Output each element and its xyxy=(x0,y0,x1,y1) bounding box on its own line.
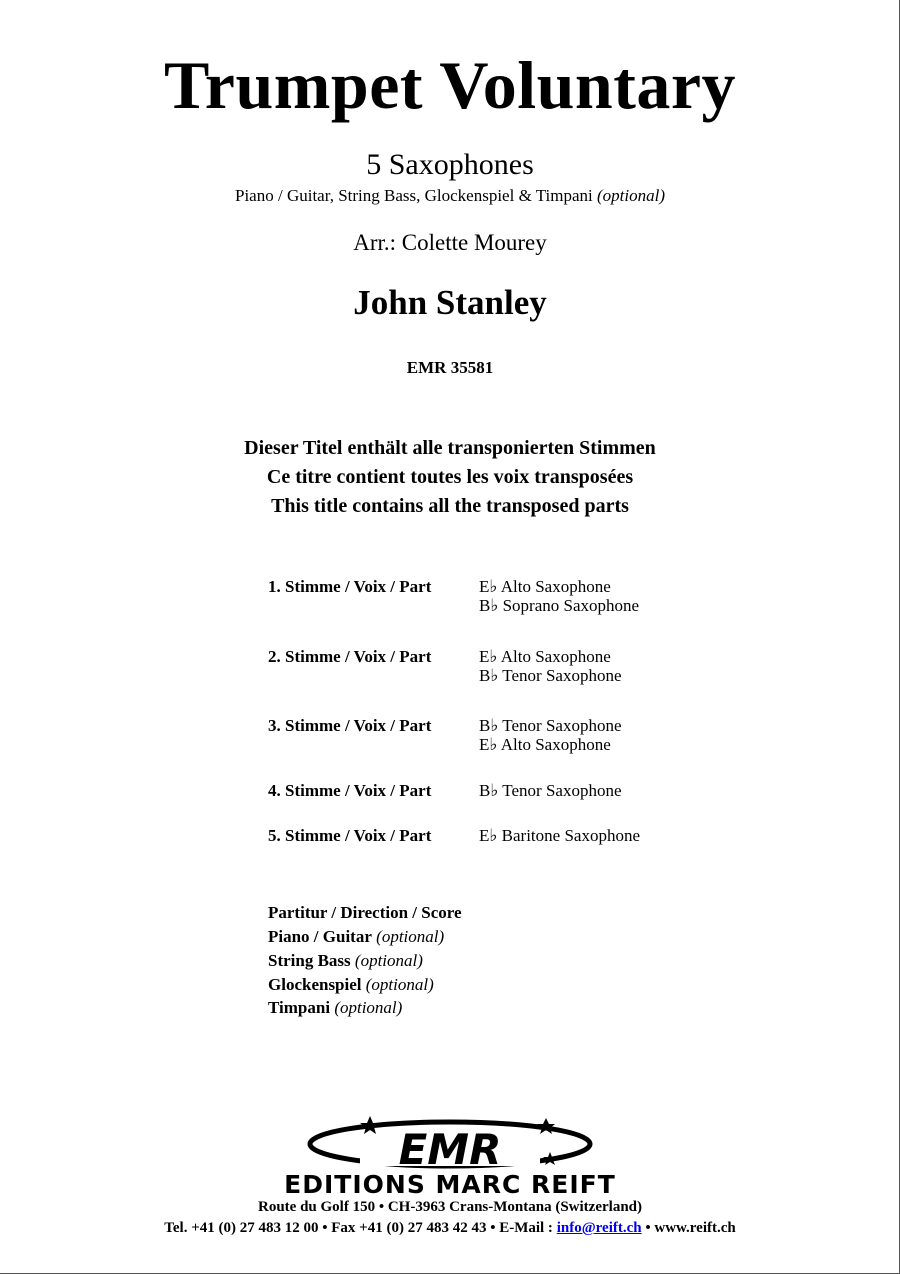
emr-logo xyxy=(300,1108,600,1172)
contact-phone-fax: Tel. +41 (0) 27 483 12 00 • Fax +41 (0) 27 483 42 43 • E-Mail : xyxy=(164,1220,557,1236)
extra-name: Piano / Guitar xyxy=(268,927,372,946)
publisher-contact xyxy=(0,1220,900,1237)
catalog-number: EMR 35581 xyxy=(406,358,494,377)
extra-name: Partitur / Direction / Score xyxy=(268,903,462,922)
transposed-note-de: Dieser Titel enthält alle transponierten Stimmen xyxy=(244,437,656,459)
instrumentation-text: Piano / Guitar, String Bass, Glockenspiel & Timpani xyxy=(235,186,593,205)
extra-item xyxy=(268,903,462,923)
part-instrument: E♭ Alto Saxophone xyxy=(479,735,611,754)
part-label-2: 2. Stimme / Voix / Part xyxy=(268,647,432,666)
part-label-3: 3. Stimme / Voix / Part xyxy=(268,716,432,735)
instrumentation-optional: (optional) xyxy=(597,186,665,205)
extra-name: String Bass xyxy=(268,951,351,970)
part-instrument: B♭ Tenor Saxophone xyxy=(479,666,622,685)
star-icon xyxy=(360,1116,380,1134)
part-label-1: 1. Stimme / Voix / Part xyxy=(268,577,432,596)
extra-optional: (optional) xyxy=(354,951,423,970)
transposed-note-en: This title contains all the transposed parts xyxy=(271,495,629,517)
transposed-note-fr: Ce titre contient toutes les voix transposées xyxy=(266,466,634,488)
extra-optional: (optional) xyxy=(376,927,445,946)
part-label-4: 4. Stimme / Voix / Part xyxy=(268,781,432,800)
arranger: Arr.: Colette Mourey xyxy=(353,230,547,255)
publisher-name: EDITIONS MARC REIFT xyxy=(284,1170,616,1199)
part-instrument: E♭ Alto Saxophone xyxy=(479,647,611,666)
extra-name: Glockenspiel xyxy=(268,975,362,994)
composer: John Stanley xyxy=(353,283,547,322)
email-link[interactable]: info@reift.ch xyxy=(556,1220,642,1236)
instrumentation xyxy=(0,186,900,206)
logo-text: EMR xyxy=(398,1125,502,1172)
subtitle: 5 Saxophones xyxy=(366,148,534,181)
star-icon xyxy=(543,1152,557,1165)
extra-name: Timpani xyxy=(268,998,331,1017)
part-instrument: B♭ Soprano Saxophone xyxy=(479,596,640,615)
star-icon xyxy=(537,1118,555,1134)
page-title: Trumpet Voluntary xyxy=(163,47,737,123)
part-label-5: 5. Stimme / Voix / Part xyxy=(268,826,432,845)
publisher-address: Route du Golf 150 • CH-3963 Crans-Montana (Switzerland) xyxy=(258,1199,642,1215)
contact-website: • www.reift.ch xyxy=(641,1220,736,1236)
extra-optional: (optional) xyxy=(365,975,434,994)
part-instrument: B♭ Tenor Saxophone xyxy=(479,781,622,800)
part-instrument: E♭ Alto Saxophone xyxy=(479,577,611,596)
extra-item xyxy=(268,975,434,995)
part-instrument: B♭ Tenor Saxophone xyxy=(479,716,622,735)
extra-optional: (optional) xyxy=(334,998,403,1017)
extra-item xyxy=(268,927,444,947)
part-instrument: E♭ Baritone Saxophone xyxy=(479,826,640,845)
extra-item xyxy=(268,951,423,971)
extra-item xyxy=(268,998,402,1018)
